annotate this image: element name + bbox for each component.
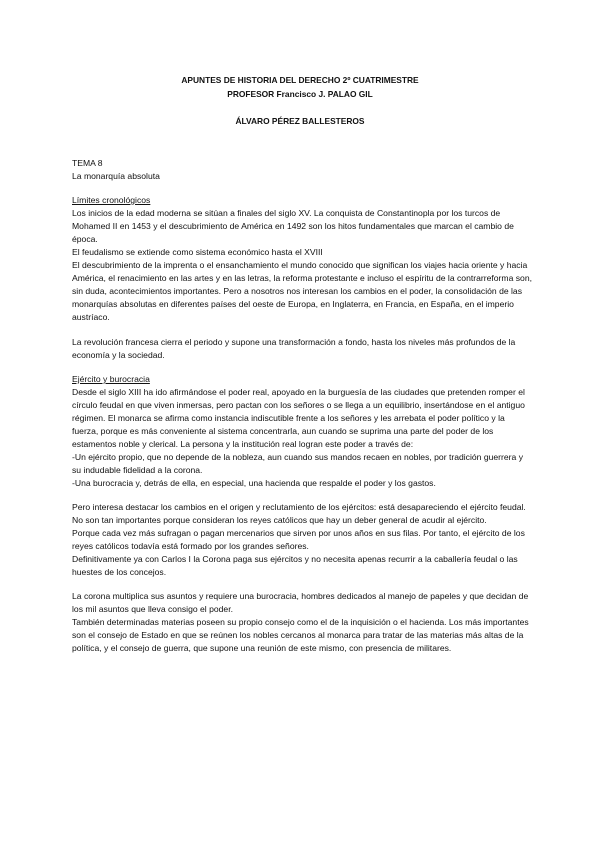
- document-body: [72, 157, 532, 655]
- section-heading-ejercito: Ejército y burocracia: [72, 374, 150, 384]
- paragraph: La revolución francesa cierra el periodo y supone una transformación a fondo, hasta los niveles más profundos de la economía y la sociedad.: [72, 337, 516, 360]
- paragraph: Los inicios de la edad moderna se sitúan a finales del siglo XV. La conquista de Constantinopla por los turcos de Mohamed II en 1453 y el descubrimiento de América en 1492 son los hitos fundamentales que marcan el cambio de época.: [72, 208, 514, 244]
- paragraph: También determinadas materias poseen su propio consejo como el de la inquisición o el hacienda. Los más importantes son el consejo de Estado en que se reúnen los nobles cercanos al monarca para tratar de las materias más altas de la política, y el consejo de guerra, que supone una reunión de este mismo, con presencia de militares.: [72, 617, 529, 653]
- bullet-item: -Una burocracia y, detrás de ella, en especial, una hacienda que respalde el poder y los gastos.: [72, 478, 436, 488]
- section-heading-limites: Límites cronológicos: [72, 195, 151, 205]
- professor-line: PROFESOR Francisco J. PALAO GIL: [227, 89, 373, 99]
- paragraph: Porque cada vez más sufragan o pagan mercenarios que sirven por unos años en sus filas. Por tanto, el ejército de los reyes católicos todavía está formado por los grandes señores.: [72, 528, 525, 551]
- paragraph: Pero interesa destacar los cambios en el origen y reclutamiento de los ejércitos: está desapareciendo el ejército feudal. No son tan importantes porque consideran los reyes católicos que hay un deber general de acudir al ejército.: [72, 502, 526, 525]
- author-name: ÁLVARO PÉREZ BALLESTEROS: [235, 116, 365, 126]
- course-title: APUNTES DE HISTORIA DEL DERECHO 2º CUATRIMESTRE: [181, 75, 419, 85]
- paragraph: Definitivamente ya con Carlos I la Corona paga sus ejércitos y no necesita apenas recurrir a la caballería feudal o las huestes de los concejos.: [72, 554, 518, 577]
- paragraph: Desde el siglo XIII ha ido afirmándose el poder real, apoyado en la burguesía de las ciudades que pretenden romper el círculo feudal en que viven inmersas, pero pactan con los señores o se llega a un equilibrio, insertándose en el antiguo régimen. El monarca se afirma como instancia indiscutible frente a los señores y les arrebata el poder político y la fuerza, porque es más conveniente al sistema concentrarla, aun cuando se suprima una parte del poder de los estamentos noble y clerical. La persona y la institución real logran este poder a través de:: [72, 387, 525, 449]
- paragraph: El descubrimiento de la imprenta o el ensanchamiento el mundo conocido que significan los viajes hacia oriente y hacia América, el renacimiento en las artes y en las letras, la reforma protestante e incluso el espíritu de la contrarreforma son, sin duda, acontecimientos importantes. Pero a nosotros nos interesan los cambios en el poder, la consolidación de las monarquías absolutas en diferentes países del oeste de Europa, en Inglaterra, en Francia, en España, en el imperio austríaco.: [72, 260, 532, 322]
- tema-number: TEMA 8: [72, 158, 103, 168]
- bullet-item: -Un ejército propio, que no depende de la nobleza, aun cuando sus mandos recaen en nobles, por tradición guerrera y su indudable fidelidad a la corona.: [72, 452, 523, 475]
- tema-title: La monarquía absoluta: [72, 171, 160, 181]
- paragraph: El feudalismo se extiende como sistema económico hasta el XVIII: [72, 247, 323, 257]
- paragraph: La corona multiplica sus asuntos y requiere una burocracia, hombres dedicados al manejo de papeles y que decidan de los mil asuntos que lleva consigo el poder.: [72, 591, 529, 614]
